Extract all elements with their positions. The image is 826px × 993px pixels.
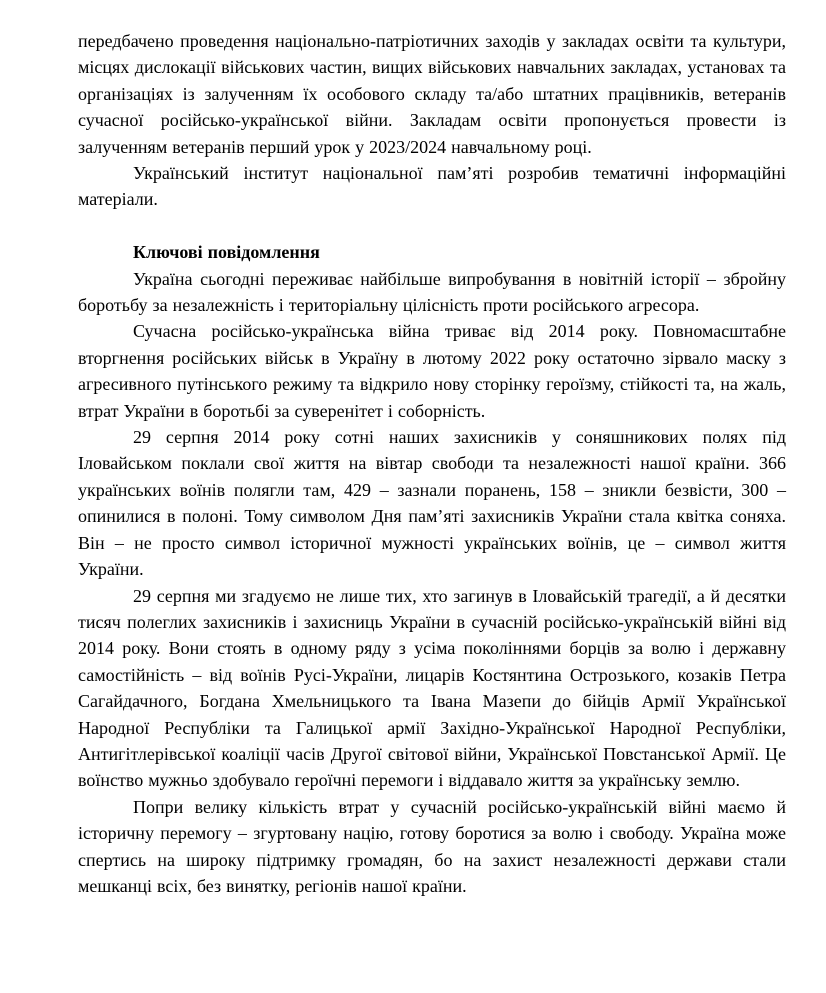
paragraph-key-message: 29 серпня ми згадуємо не лише тих, хто загинув в Іловайській трагедії, а й десятки тисяч полеглих захисників і захисниць України в сучасній російсько-українській війні від 2014 року. Вони стоять в одному ряду з усіма поколіннями борців за волю і державну самостійність – від воїнів Русі-України, лицарів Костянтина Острозького, козаків Петра Сагайдачного, Богдана Хмельницького та Івана Мазепи до бійців Армії Української Народної Республіки та Галицької армії Західно-Української Народної Республіки, Антигітлерівської коаліції часів Другої світової війни, Української Повстанської Армії. Це воїнство мужньо здобувало героїчні перемоги і віддавало життя за українську землю. (78, 585, 786, 791)
paragraph-key-message: Україна сьогодні переживає найбільше випробування в новітній історії – збройну боротьбу за незалежність і територіальну цілісність проти російського агресора. (78, 268, 786, 316)
section-heading: Ключові повідомлення (133, 242, 320, 263)
paragraph-key-message: Попри велику кількість втрат у сучасній російсько-українській війні маємо й історичну перемогу – згуртовану націю, готову боротися за волю і свободу. Україна може спертись на широку підтримку громадян, бо на захист незалежності держави стали мешканці всіх, без винятку, регіонів нашої країни. (78, 796, 786, 896)
paragraph-continuation: передбачено проведення національно-патріотичних заходів у закладах освіти та культури, місцях дислокації військових частин, вищих військових навчальних закладах, установах та організаціях із залученням їх особового складу та/або штатних працівників, ветеранів сучасної російсько-української війни. Закладам освіти пропонується провести із залученням ветеранів перший урок у 2023/2024 навчальному році. (78, 31, 786, 157)
paragraph-key-message: 29 серпня 2014 року сотні наших захисників у соняшникових полях під Іловайськом поклали свої життя на вівтар свободи та незалежності нашої країни. 366 українських воїнів полягли там, 429 – зазнали поранень, 158 – зникли безвісти, 300 – опинилися в полоні. Тому символом Дня пам’яті захисників України стала квітка соняха. Він – не просто символ історичної мужності українських воїнів, це – символ життя України. (78, 427, 786, 580)
document-body (78, 28, 786, 899)
paragraph-intro: Український інститут національної пам’яті розробив тематичні інформаційні матеріали. (78, 163, 786, 210)
paragraph-key-message: Сучасна російсько-українська війна триває від 2014 року. Повномасштабне вторгнення російських військ в Україну в лютому 2022 року остаточно зірвало маску з агресивного путінського режиму та відкрило нову сторінку героїзму, стійкості та, на жаль, втрат України в боротьбі за суверенітет і соборність. (78, 321, 786, 421)
